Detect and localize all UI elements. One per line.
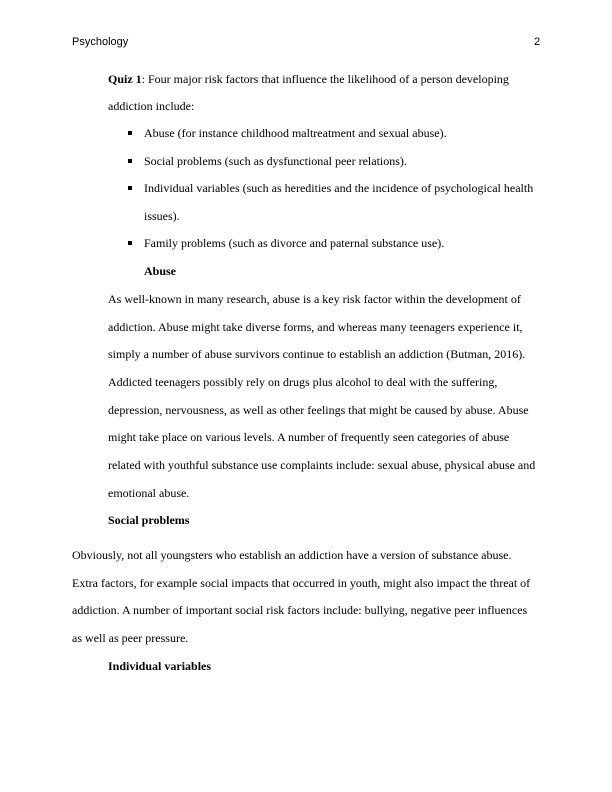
quiz-label: Quiz 1 — [108, 72, 142, 86]
paragraph-line: emotional abuse. — [108, 486, 190, 500]
page-number: 2 — [534, 36, 541, 48]
paragraph-line: simply a number of abuse survivors continue to establish an addiction (Butman, 2016). — [108, 347, 526, 361]
paragraph-line: Addicted teenagers possibly rely on drugs plus alcohol to deal with the suffering, — [108, 375, 498, 389]
bullet-marker — [128, 159, 132, 163]
list-item: Abuse (for instance childhood maltreatment and sexual abuse). — [144, 126, 447, 140]
paragraph-line: depression, nervousness, as well as other feelings that might be caused by abuse. Abuse — [108, 403, 529, 417]
running-header-title: Psychology — [72, 36, 129, 48]
paragraph-line: As well-known in many research, abuse is a key risk factor within the development of — [108, 292, 521, 306]
paragraph-line: as well as peer pressure. — [72, 631, 189, 645]
list-item: Family problems (such as divorce and paternal substance use). — [144, 236, 445, 250]
quiz-intro-text: : Four major risk factors that influence the likelihood of a person developing — [141, 72, 509, 86]
list-item-continuation: issues). — [144, 209, 180, 223]
list-item: Individual variables (such as heredities and the incidence of psychological health — [144, 181, 534, 195]
bullet-marker — [128, 131, 132, 135]
quiz-intro-line-2: addiction include: — [108, 99, 195, 113]
section-heading-abuse: Abuse — [144, 264, 177, 278]
bullet-marker — [128, 241, 132, 245]
list-item: Social problems (such as dysfunctional peer relations). — [144, 154, 407, 168]
paragraph-line: might take place on various levels. A number of frequently seen categories of abuse — [108, 430, 510, 444]
paragraph-line: addiction. Abuse might take diverse forms, and whereas many teenagers experience it, — [108, 320, 523, 334]
paragraph-line: related with youthful substance use complaints include: sexual abuse, physical abuse and — [108, 458, 536, 472]
bullet-marker — [128, 186, 132, 190]
paragraph-line: Obviously, not all youngsters who establish an addiction have a version of substance abuse. — [72, 548, 512, 562]
section-heading-individual-variables: Individual variables — [108, 659, 212, 673]
section-heading-social-problems: Social problems — [108, 513, 190, 527]
quiz-intro-line-1 — [108, 72, 509, 86]
paragraph-line: Extra factors, for example social impacts that occurred in youth, might also impact the threat of — [72, 576, 531, 590]
paragraph-line: addiction. A number of important social risk factors include: bullying, negative peer influences — [72, 603, 528, 617]
